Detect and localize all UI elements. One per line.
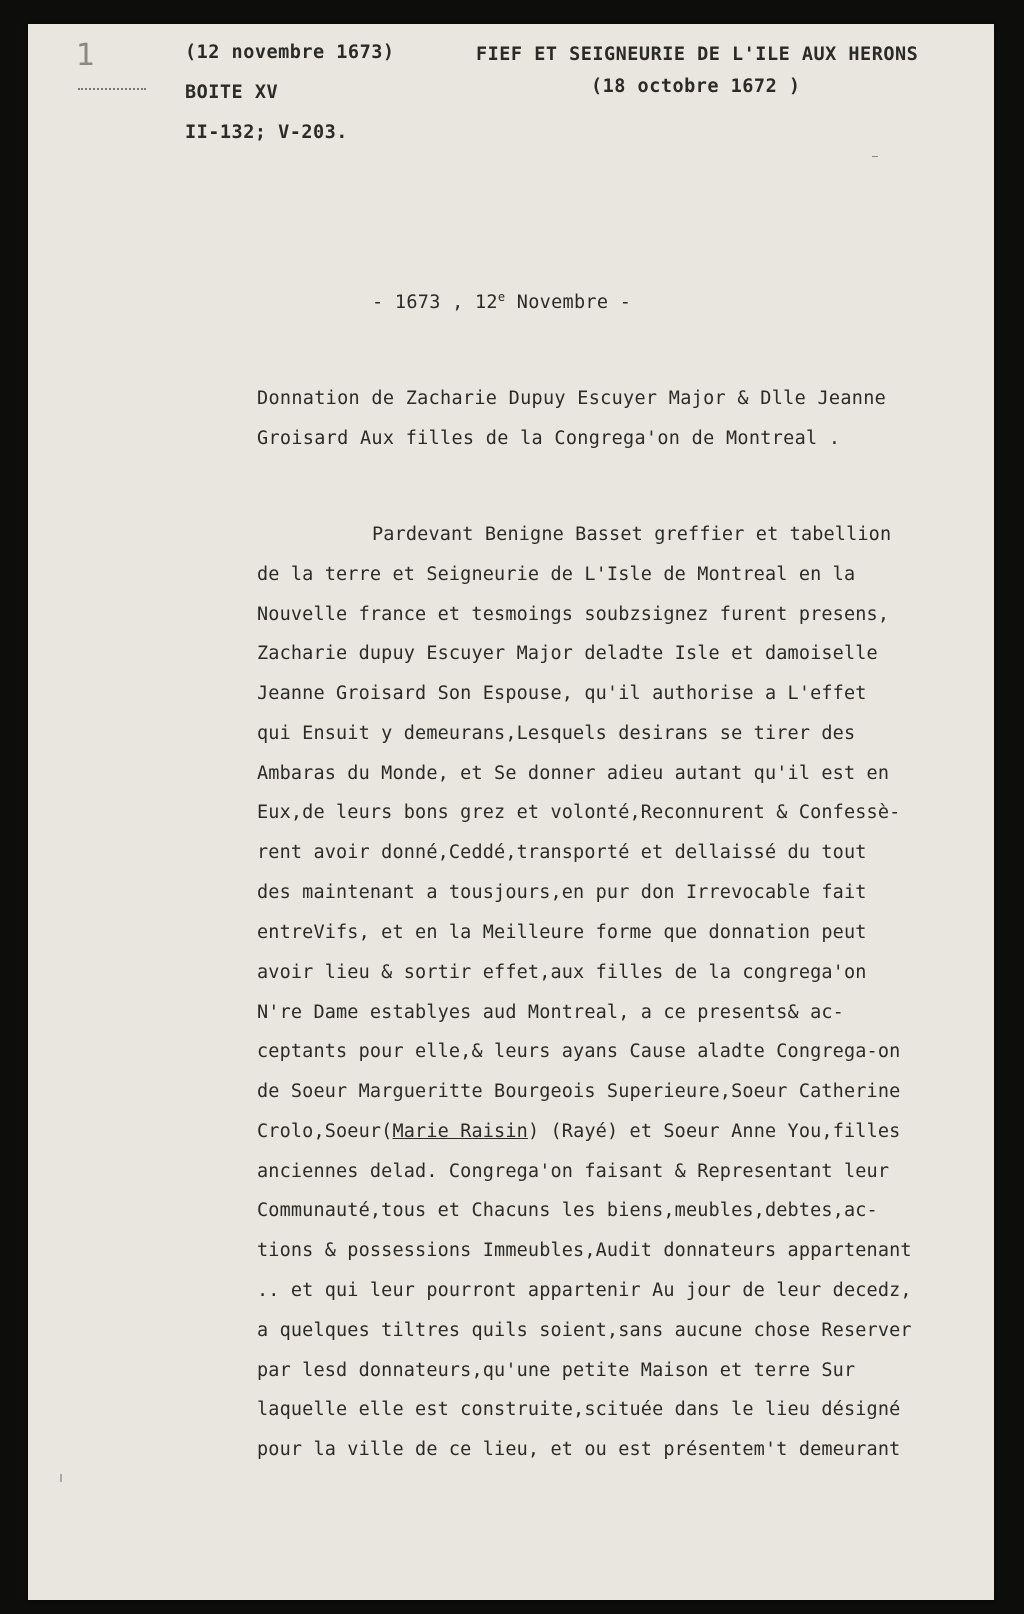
body-line [257, 1121, 900, 1142]
header-date: (12 novembre 1673) [185, 42, 395, 63]
dateline-suffix: Novembre - [505, 292, 632, 313]
body-line: tions & possessions Immeubles,Audit donnateurs appartenant [257, 1240, 912, 1261]
body-line: Pardevant Benigne Basset greffier et tabellion [372, 524, 892, 545]
document-title-line-1: Donnation de Zacharie Dupuy Escuyer Major & Dlle Jeanne [257, 388, 887, 409]
margin-mark [60, 1474, 62, 1482]
body-line: laquelle elle est construite,scituée dans le lieu désigné [257, 1399, 901, 1420]
body-line: entreVifs, et en la Meilleure forme que donnation peut [257, 922, 867, 943]
dateline-prefix: - 1673 , 12 [372, 292, 498, 313]
body-line: Zacharie dupuy Escuyer Major deladte Isle et damoiselle [257, 643, 878, 664]
body-line: N're Dame establyes aud Montreal, a ce presents& ac- [257, 1002, 844, 1023]
body-line: anciennes delad. Congrega'on faisant & Representant leur [257, 1161, 890, 1182]
header-subtitle: (18 octobre 1672 ) [591, 76, 801, 97]
header-title: FIEF ET SEIGNEURIE DE L'ILE AUX HERONS [476, 44, 919, 65]
body-line: Nouvelle france et tesmoings soubzsignez furent presens, [257, 604, 890, 625]
dateline-superscript: e [497, 290, 506, 304]
underlined-name: Marie Raisin [392, 1121, 528, 1142]
stray-mark [872, 156, 878, 157]
body-line: avoir lieu & sortir effet,aux filles de la congrega'on [257, 962, 867, 983]
body-line: par lesd donnateurs,qu'une petite Maison et terre Sur [257, 1360, 856, 1381]
body-line-segment: ) (Rayé) et Soeur Anne You,filles [527, 1121, 901, 1142]
page-number: 1 [76, 38, 96, 73]
body-line: Jeanne Groisard Son Espouse, qu'il authorise a L'effet [257, 683, 867, 704]
margin-dash-mark [78, 88, 146, 90]
body-line: de la terre et Seigneurie de L'Isle de Montreal en la [257, 564, 856, 585]
document-dateline [372, 292, 631, 313]
body-line: .. et qui leur pourront appartenir Au jour de leur decedz, [257, 1280, 912, 1301]
body-line: des maintenant a tousjours,en pur don Irrevocable fait [257, 882, 867, 903]
body-line: Eux,de leurs bons grez et volonté,Reconnurent & Confessè- [257, 802, 901, 823]
body-line: Ambaras du Monde, et Se donner adieu autant qu'il est en [257, 763, 890, 784]
body-line: ceptants pour elle,& leurs ayans Cause aladte Congrega-on [257, 1041, 901, 1062]
body-line: rent avoir donné,Ceddé,transporté et dellaissé du tout [257, 842, 867, 863]
body-line: a quelques tiltres quils soient,sans aucune chose Reserver [257, 1320, 912, 1341]
header-reference: II-132; V-203. [185, 122, 348, 143]
body-line: de Soeur Margueritte Bourgeois Superieure,Soeur Catherine [257, 1081, 901, 1102]
body-line: pour la ville de ce lieu, et ou est présentem't demeurant [257, 1439, 901, 1460]
body-line-segment: Crolo,Soeur( [257, 1121, 393, 1142]
document-page [28, 24, 994, 1600]
body-line: qui Ensuit y demeurans,Lesquels desirans se tirer des [257, 723, 856, 744]
document-title-line-2: Groisard Aux filles de la Congrega'on de Montreal . [257, 428, 841, 449]
header-box: BOITE XV [185, 82, 279, 103]
body-line: Communauté,tous et Chacuns les biens,meubles,debtes,ac- [257, 1200, 878, 1221]
